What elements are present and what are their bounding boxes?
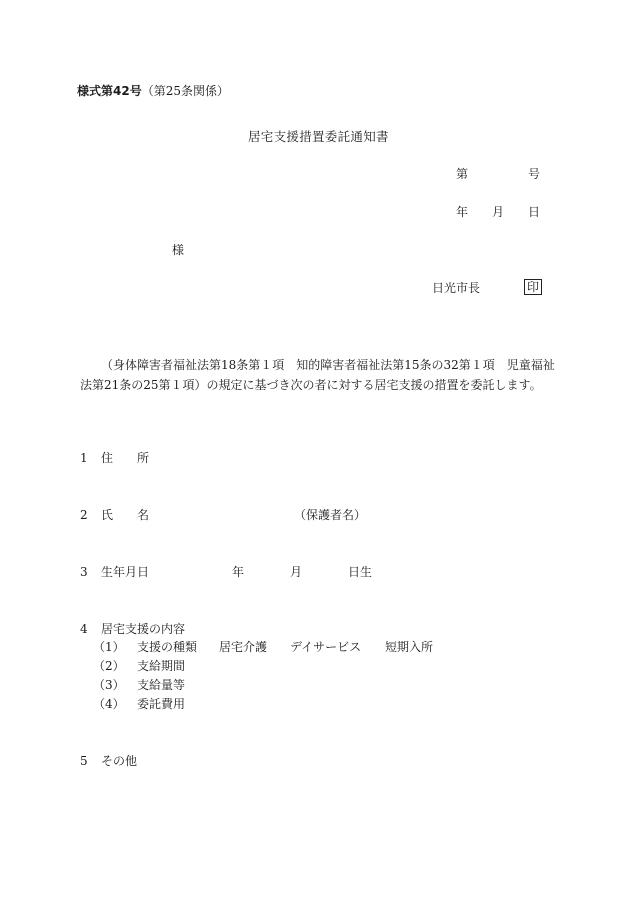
birth-year: 年 — [232, 565, 245, 579]
support-type-option: 居宅介護 — [219, 640, 268, 654]
item-5-label: その他 — [101, 754, 138, 768]
subitem-4-number: （4） — [93, 697, 125, 711]
subitem-3-number: （3） — [93, 678, 125, 692]
item-2-label: 氏 名 — [101, 508, 150, 522]
birth-day: 日生 — [348, 565, 373, 579]
guardian-label: （保護者名） — [294, 508, 367, 522]
subitem-2-label: 支給期間 — [137, 659, 186, 673]
doc-number-suffix: 号 — [528, 167, 541, 181]
date-year: 年 — [456, 205, 469, 219]
seal-mark: 印 — [524, 279, 542, 295]
form-number: 様式第42号 — [77, 84, 142, 98]
subitem-3-label: 支給量等 — [137, 678, 186, 692]
birth-month: 月 — [290, 565, 303, 579]
item-5-number: 5 — [80, 754, 88, 768]
subitem-2-number: （2） — [93, 659, 125, 673]
form-relation: （第25条関係） — [141, 84, 229, 98]
issuer: 日光市長 — [432, 281, 481, 295]
date-month: 月 — [492, 205, 505, 219]
support-type-option: デイサービス — [290, 640, 362, 654]
item-1-number: 1 — [80, 451, 88, 465]
document-title: 居宅支援措置委託通知書 — [248, 129, 389, 144]
item-3-label: 生年月日 — [101, 565, 150, 579]
doc-number-prefix: 第 — [456, 167, 469, 181]
subitem-1-label: 支援の種類 — [137, 640, 198, 654]
item-1-label: 住 所 — [101, 451, 150, 465]
subitem-4-label: 委託費用 — [137, 697, 186, 711]
seal-stamp — [524, 279, 542, 295]
body-paragraph: （身体障害者福祉法第18条第１項 知的障害者福祉法第15条の32第１項 児童福祉法第21条の25第１項）の規定に基づき次の者に対する居宅支援の措置を委託します。 — [80, 358, 555, 392]
support-type-option: 短期入所 — [385, 640, 434, 654]
subitem-1-number: （1） — [93, 640, 125, 654]
item-3-number: 3 — [80, 565, 88, 579]
item-4-label: 居宅支援の内容 — [101, 622, 186, 636]
item-2-number: 2 — [80, 508, 88, 522]
form-id — [77, 85, 229, 97]
addressee-suffix: 様 — [172, 243, 185, 257]
item-4-number: 4 — [80, 622, 88, 636]
date-day: 日 — [528, 205, 541, 219]
